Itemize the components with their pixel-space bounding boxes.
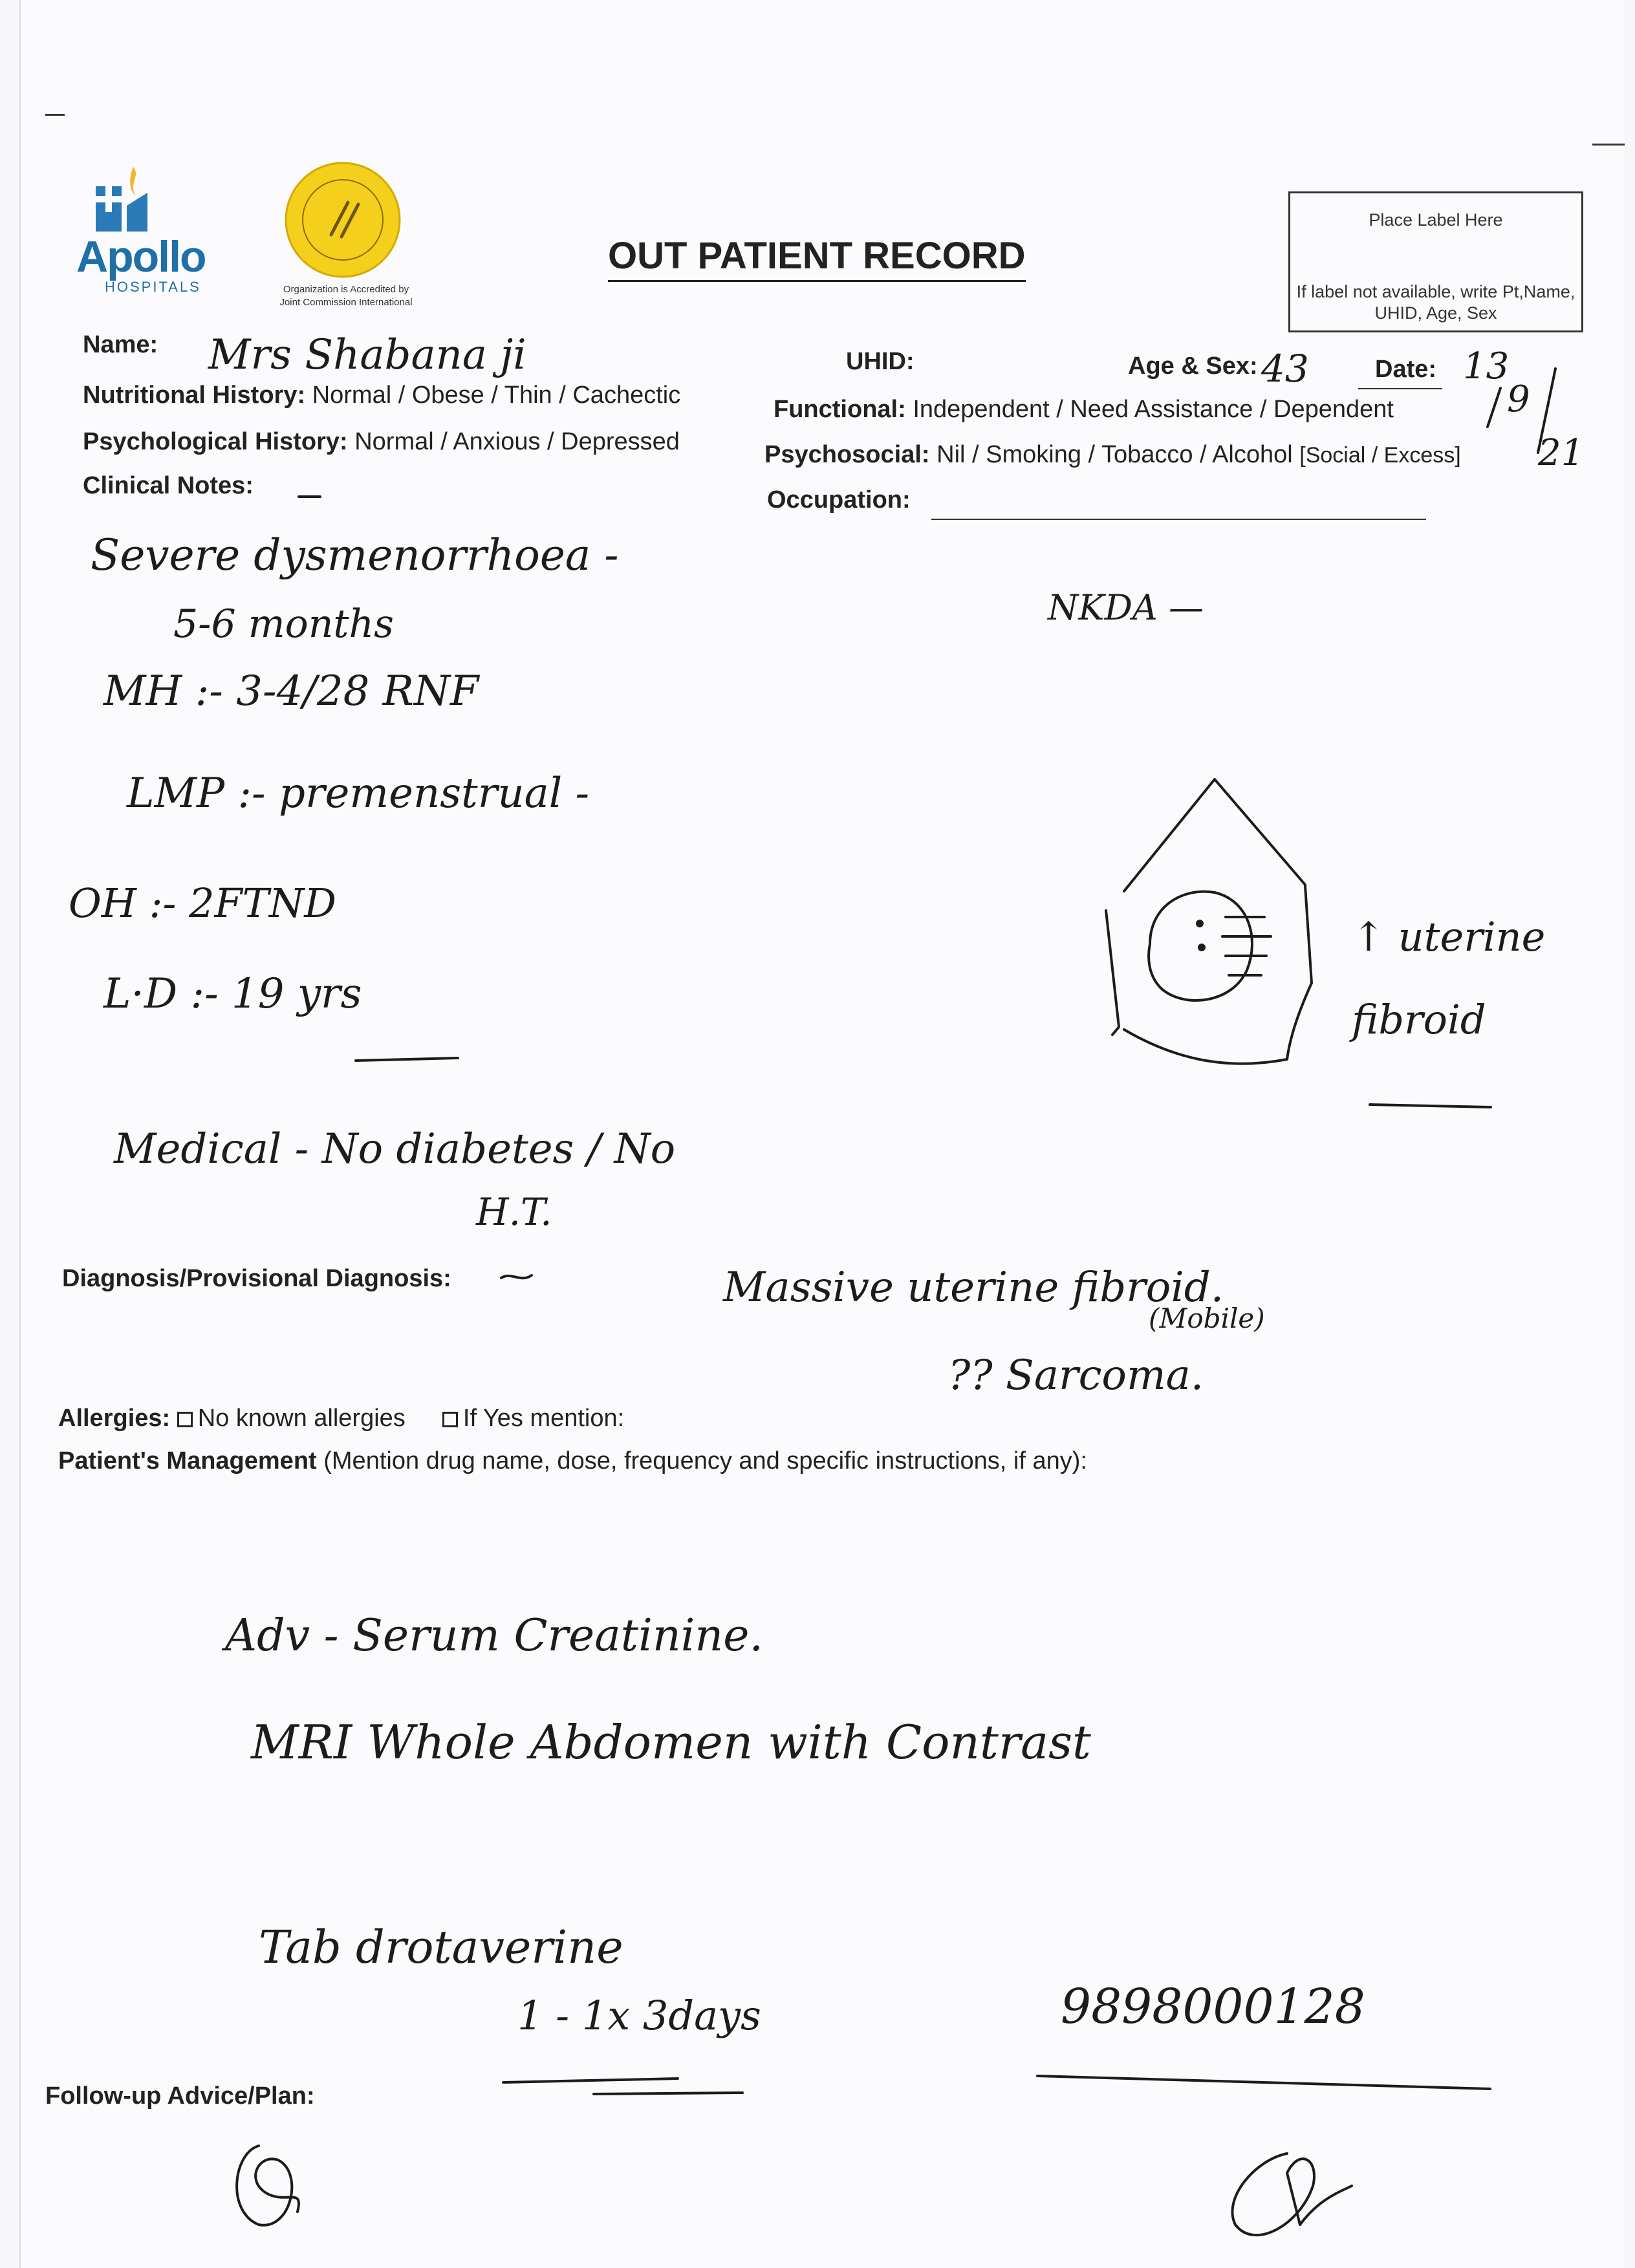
functional-options: Independent / Need Assistance / Dependent [913,396,1394,423]
label-box-note: If label not available, write Pt,Name, UHID, Age, Sex [1296,282,1575,323]
followup-label: Follow-up Advice/Plan: [45,2082,315,2110]
hw-date-month: 9 [1507,378,1530,420]
label-box-title: Place Label Here [1369,210,1503,230]
apollo-logo [76,160,232,309]
hw-date-year: 21 [1538,432,1585,474]
hw-management-line-3: Tab drotaverine [259,1921,623,1974]
hw-clinical-line-4: LMP :- premenstrual - [127,770,590,817]
allergy-yes-text: If Yes mention: [462,1405,625,1432]
psychological-options: Normal / Anxious / Depressed [354,428,680,455]
management-hint: (Mention drug name, dose, frequency and specific instructions, if any): [323,1447,1087,1474]
nutritional-options: Normal / Obese / Thin / Cachectic [312,382,681,409]
apollo-emblem-icon [76,160,232,238]
hw-clinical-line-1: Severe dysmenorrhoea - [91,530,619,580]
uhid-label: UHID: [846,348,915,375]
allergy-none-text: No known allergies [197,1405,406,1432]
functional-label: Functional: [774,396,906,423]
diagnosis-label: Diagnosis/Provisional Diagnosis: [62,1265,451,1292]
hw-nkda: NKDA — [1048,587,1204,628]
psychosocial-options: Nil / Smoking / Tobacco / Alcohol [937,441,1293,468]
hw-management-line-1: Adv - Serum Creatinine. [225,1610,764,1661]
psychosocial-label: Psychosocial: [764,441,930,468]
hw-date-day: 13 [1463,345,1510,387]
hw-phone-number: 9898000128 [1061,1979,1365,2035]
hw-diagram-note-1: ↑ uterine [1352,913,1546,960]
page-title: OUT PATIENT RECORD [608,234,1026,282]
apollo-logo-subtext: HOSPITALS [105,279,201,295]
occupation-label: Occupation: [767,486,911,513]
date-label: Date: [1375,356,1437,383]
psychological-label: Psychological History: [83,428,348,455]
allergy-yes-checkbox [442,1412,458,1427]
psychosocial-extra: [Social / Excess] [1299,443,1461,468]
hw-clinical-line-7: Medical - No diabetes / No [114,1125,676,1173]
hw-diagram-note-2: fibroid [1352,996,1486,1043]
apollo-logo-text: Apollo [76,232,206,281]
patient-label-box [1288,191,1583,332]
hw-clinical-line-6: L·D :- 19 yrs [103,970,362,1018]
hw-patient-name: Mrs Shabana ji [208,331,526,379]
date-underline [1358,388,1442,389]
hw-management-line-2: MRI Whole Abdomen with Contrast [251,1715,1091,1769]
jci-seal-icon [272,160,420,283]
hw-clinical-line-5: OH :- 2FTND [69,880,336,927]
hw-management-line-4: 1 - 1x 3days [517,1992,761,2039]
hw-age-sex: 43 [1261,347,1309,391]
occupation-line [931,519,1426,520]
hw-clinical-line-2: 5-6 months [173,601,394,647]
allergy-none-checkbox [177,1412,193,1427]
edge-mark-right [1592,144,1625,146]
management-label: Patient's Management [58,1447,317,1474]
clinical-notes-label: Clinical Notes: [83,472,254,499]
hw-diagnosis-note: (Mobile) [1149,1302,1265,1334]
hw-diagnosis-1: Massive uterine fibroid. [723,1264,1224,1312]
nutritional-label: Nutritional History: [83,382,306,409]
accreditation-caption: Organization is Accredited by Joint Commission International [279,284,413,308]
hw-clinical-line-8: H.T. [476,1190,552,1234]
edge-mark-left [45,114,65,116]
jci-seal [272,160,420,309]
allergies-label: Allergies: [58,1405,171,1432]
hw-clinical-line-3: MH :- 3-4/28 RNF [103,667,479,715]
age-sex-label: Age & Sex: [1128,352,1258,380]
hw-diagnosis-2: ?? Sarcoma. [948,1352,1204,1399]
name-label: Name: [83,331,158,358]
